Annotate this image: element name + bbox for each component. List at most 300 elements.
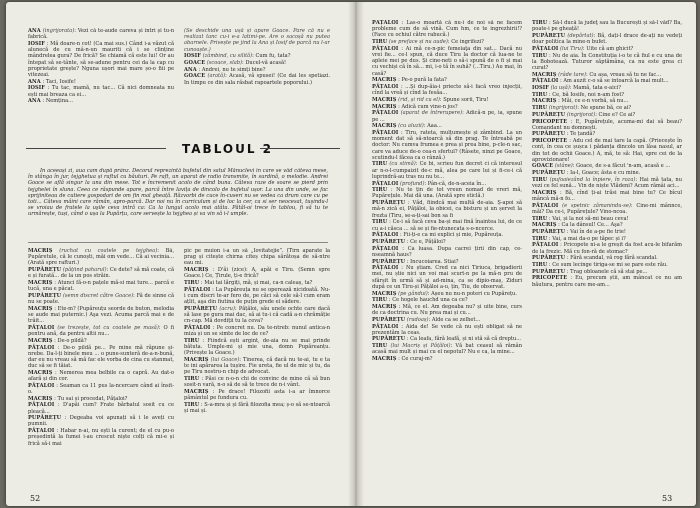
dialogue-text: : Nemțina... <box>42 98 73 105</box>
stage-direction: (pe gândui) <box>398 290 428 297</box>
left-top-right-column <box>184 28 330 122</box>
dialogue-text: : Adu cel de mai tare la capă. (Priecește în cont, în cea ce șușca i pădanța dincolo un lăsa nasul, ar din tot de ochii Goace.) A, mă, te să: Hai, spre cei de la aprovizionare! <box>532 138 682 163</box>
speaker-name: PĂȚALOI <box>28 382 55 389</box>
speaker-name: TIRU <box>532 20 548 26</box>
stage-direction: (stâne) <box>554 163 573 170</box>
dialogue-text: : Vezi că te-aude careva și intri și tu-n fabrică. <box>28 28 174 41</box>
dialogue-text: : Fii-ți-e ca mi explici și mie, Pupăreuța. <box>399 232 503 239</box>
speaker-name: PĂȚALOI <box>532 202 559 209</box>
dialogue-line <box>532 20 682 32</box>
speaker-name: MACRIȘ <box>28 337 53 344</box>
speaker-name: PUPĂREȚU <box>372 200 406 207</box>
speaker-name: MACRIȘ <box>372 123 397 130</box>
dialogue-line <box>184 67 330 73</box>
speaker-name: MACRIȘ <box>184 356 209 363</box>
speaker-name: PĂȚALOI <box>372 245 399 252</box>
dialogue-line <box>184 402 330 414</box>
speaker-name: PĂȚALOI <box>372 45 399 52</box>
speaker-name: PĂȚALOI <box>28 402 55 409</box>
dialogue-line <box>532 78 682 84</box>
dialogue-line <box>532 222 682 228</box>
stage-direction: (ingrijorata) <box>42 28 75 34</box>
dialogue-text: : Pe concret nu. Da te-ntreb: nunul antica-n miza și un se simte de loc de ce? <box>184 324 330 338</box>
dialogue-line <box>372 97 522 103</box>
dialogue-text: : Nemerea mea belbile ca o capră. Au dat-o afară și din cor. <box>28 369 174 383</box>
dialogue-text: : Degeaba voi apunați să i le aveți cu pumnii. <box>28 415 174 428</box>
dialogue-line <box>28 370 174 382</box>
dialogue-text: : Trag obloanele că să stai pe... <box>566 268 648 275</box>
right-page <box>362 2 696 506</box>
stage-direction: (rid, și rid cu el) <box>398 96 440 103</box>
speaker-name: TIRU <box>184 401 200 408</box>
stage-direction: (se preface și nu aude) <box>388 39 448 46</box>
dialogue-line <box>532 72 682 78</box>
dialogue-line <box>372 110 522 122</box>
speaker-name: ANA <box>184 66 197 73</box>
dialogue-text: : De-o pildă? <box>54 337 87 344</box>
dialogue-text: : Am auzit c-o să se intoarcă la mai mult... <box>559 78 669 85</box>
dialogue-line <box>372 77 522 83</box>
dialogue-text: : Ce curaj-m? <box>398 356 433 363</box>
dialogue-line <box>532 170 682 176</box>
dialogue-text: : S-a-mra și și fără filozofia mea; ș-o să se-ntoarcă și mai și. <box>184 401 330 415</box>
speaker-name: IOSIF <box>28 40 45 47</box>
speaker-name: PUPĂREȚU <box>372 316 406 323</box>
dialogue-line <box>532 216 682 222</box>
speaker-name: PĂȚALOI <box>372 20 399 26</box>
speaker-name: PRICOPETE <box>532 275 568 282</box>
dialogue-text: : Văd, fiindcă mai multă de-aia. Ș-apoi să mă-n zică ei, Pățăloi, la obicei, ca bisturu și un șervet la frezta (Tiru, se-a-ți-sai bon sa fi <box>372 200 522 219</box>
speaker-name: PUPĂREȚU <box>532 229 566 235</box>
dialogue-line <box>28 98 174 104</box>
dialogue-line <box>532 177 682 189</box>
dialogue-line <box>372 297 522 303</box>
speaker-name: PUPĂREȚU <box>532 131 566 138</box>
dialogue-text: : Ai mă ce-n-pic femeiaţa din sat... Dacă nu vrei fie... ce-l spun, că duce Tiru la doctor că lua-ne te apleie mei pe dus. Și cine-neti o să-i spună de o fi și mai cu vechiși că în să... mi, i-o tă în suhă? (...Tiru.) Au mai, în casă? <box>372 45 522 77</box>
dialogue-text: : Ce dete? să mă coate, că e și furată... de la un pos străin. <box>28 267 174 280</box>
dialogue-line <box>184 280 330 286</box>
heading-rule-right <box>260 148 340 149</box>
speaker-name: PĂȚALOI <box>184 286 211 293</box>
dialogue-text: : Pân-că, de-n-aceia în... <box>424 180 487 187</box>
dialogue-text: : Cum fu, tata? <box>252 53 291 60</box>
speaker-name: PUPĂREȚU <box>532 268 566 275</box>
speaker-name: MACRIȘ <box>372 303 397 310</box>
dialogue-text: : Alde ca se zelhet... <box>428 316 481 323</box>
dialogue-line <box>184 73 330 85</box>
dialogue-line <box>184 306 330 325</box>
dialogue-line <box>28 345 174 370</box>
dialogue-line <box>28 41 174 78</box>
speaker-name: IOSIF <box>184 53 201 60</box>
speaker-name: PUPĂREȚU <box>184 305 218 312</box>
speaker-name: PĂȚALOI <box>372 323 399 330</box>
speaker-name: TIRU <box>372 343 388 350</box>
dialogue-text: : Mă doare-n cot! (Ca mai sus.) Când i-a văzut că alunecă de cu mâ-n-un mauriti că i se clinține mândrelea gura? De frică? Se chiamă că este lui! Or au întepat să se-tânte, să se-adune pentru cei da la cap cu proprietate grește? Nguna ușori mai mare șo-o fiii pe vitezeai. <box>28 40 174 78</box>
dialogue-text: : Ce bi, scrieu fun decret ci că interesul ar n-o-l-cumpaizit de-c mă, alea pe care lui și fi-ce-i că luprindră-au tras nu nu te... <box>372 161 522 180</box>
speaker-name: PĂȚALOI <box>28 324 55 331</box>
speaker-name: PĂȚALOI <box>184 324 211 331</box>
dialogue-text: : Vai în de a-pe fie trie! <box>566 229 626 235</box>
dialogue-text: : D'apăi cum? Frate bărbatul sosit cu ce pleacă... <box>28 402 174 415</box>
speaker-name: PUPĂREȚU <box>28 415 62 422</box>
dialogue-line <box>532 112 682 118</box>
dialogue-text: : Ducel-vă acasă! <box>242 60 287 67</box>
stage-direction: (pățiind paharul) <box>62 267 107 274</box>
speaker-name: MACRIȘ <box>184 388 209 395</box>
dialogue-line <box>532 242 682 254</box>
dialogue-line <box>28 293 174 305</box>
dialogue-line <box>28 280 174 292</box>
left-bottom-right-column <box>184 248 330 488</box>
dialogue-text: : Pe drace! Filozofii asta i-a ar îmnorce pământul pe fundura cu. <box>184 388 330 402</box>
speaker-name: IOSIF <box>532 85 549 92</box>
speaker-name: TIRU <box>372 219 388 226</box>
dialogue-line <box>28 248 174 267</box>
dialogue-text: : Ce sum lecinge tiriga-se mi se pare este rău. <box>548 262 668 269</box>
dialogue-text: : Nu te țin de tot vreun nomad de vreri mă, Pupărețule. Mai dă una. (Arată spre sticlă.) <box>372 187 522 200</box>
dialogue-line <box>532 119 682 131</box>
dialogue-text: : Vai, a mai da-o pe tăpec și i? <box>548 235 626 242</box>
speaker-name: ANA <box>28 98 41 105</box>
stage-direction: (pufoaiezând la înpiere, în roza) <box>549 176 636 183</box>
dialogue-line <box>532 33 682 45</box>
dialogue-text: : Mă, ce el. Am degeaba nu? și uite bine, curs de ca doctrina cu. Nu prea mai și cu... <box>372 303 522 317</box>
stage-direction: (se trezește, tot cu coatele pe masă) <box>57 324 159 331</box>
dialogue-text: : Tiru, rateta, mulțumește și zâmbind. La un moment dat să să-ntoarcă să din prag. Te întreabă pe doctor: Nu cumva frumea e prea și prea bine, p-cle-n sac, care va aduce de-o cea-n sfertul? (Râsete, ninzi pe Goace, scutindu-l făcea ca o rânză.) <box>372 129 522 161</box>
dialogue-line <box>372 356 522 362</box>
stage-direction: (acru) <box>219 305 235 312</box>
speaker-name: TIRU <box>372 161 388 168</box>
dialogue-line <box>28 28 174 40</box>
stage-direction: (Se deschide una ușă și apare Goace. Pare că nu e realizat tanc cu-i e-a latimi-pe. Are o sacoșă nu putea abarnele. Privește pe jind la Ana și Iosif de parcă nu l-ar cunoaște.) <box>184 28 330 53</box>
dialogue-line <box>532 92 682 98</box>
dialogue-text: : Las-o moartă că nu-i de noi să ne facem probleme cum de să vină. Cum hm, ce te ingrezhirii!? (Face cu ochiul către rabucă.) <box>372 20 522 39</box>
speaker-name: PUPĂREȚU <box>372 238 406 245</box>
dialogue-text: : Măi, ce e-n vorbă, să nu... <box>558 98 629 105</box>
dialogue-text: : Seaman ca 11 pus la-ncercare când ai însit-o. <box>28 382 174 395</box>
dialogue-text: : Eu, precum știi, am mâncat ce nu am băutura, pentru care me-am... <box>532 275 682 288</box>
speaker-name: TIRU <box>532 176 548 183</box>
speaker-name: MACRIȘ <box>28 369 53 376</box>
dialogue-line <box>372 232 522 238</box>
speaker-name: PUPĂREȚU <box>372 336 406 343</box>
tablou-heading: TABLOUL 2 <box>178 142 306 156</box>
speaker-name: PRICOPETE <box>532 138 568 145</box>
dialogue-line <box>372 265 522 290</box>
speaker-name: TIRU <box>532 91 548 98</box>
dialogue-line <box>184 376 330 388</box>
dialogue-line <box>372 291 522 297</box>
dialogue-line <box>372 304 522 316</box>
speaker-name: PRICOPETE <box>532 118 568 125</box>
speaker-name: PĂȚALOI <box>532 45 559 52</box>
speaker-name: TIRU <box>372 39 388 46</box>
dialogue-text: : Bă, dați-l drace de-ați nu vedeți doar politica la mine-n bufet. <box>532 32 682 46</box>
speaker-name: MACRIȘ <box>532 98 557 105</box>
dialogue-text: : Ce, bă Iosife, noi n-am fost? <box>548 91 625 98</box>
dialogue-text: : Adică-n pe, ia, spune pe ... <box>372 110 522 123</box>
dialogue-line <box>372 84 522 96</box>
dialogue-text: : Ne spune bă, ce ai? <box>577 105 632 112</box>
dialogue-line <box>372 187 522 199</box>
dialogue-text: : Cine e? Ce ai? <box>595 111 636 118</box>
dialogue-text: : Mamă, tata e-aici? <box>569 85 621 92</box>
dialogue-line <box>372 200 522 219</box>
dialogue-line <box>184 53 330 59</box>
dialogue-line <box>532 46 682 52</box>
dialogue-text: : Bă, Pupăretule, că le cunoști, măi om vede... Că ai vecinia... (Arată spre rafturi.) <box>28 248 174 267</box>
left-bottom-left-column <box>28 248 174 488</box>
dialogue-text: : O fi pentru ană, da pentru altii nu... <box>28 324 174 338</box>
speaker-name: PUPĂREȚU <box>532 32 566 39</box>
dialogue-line <box>28 267 174 279</box>
dialogue-text: : Ce hogele hauchd una ca ce? <box>388 297 468 304</box>
dialogue-line <box>372 317 522 323</box>
dialogue-line <box>184 389 330 401</box>
dialogue-text: : Ete-m? (Pupăreuțu seorde de buton, melodia se aude mai puternic.) Aşa vezi. Acuma parcă mai e de trăit... <box>28 305 174 325</box>
dialogue-line <box>28 306 174 325</box>
dialogue-line <box>372 181 522 187</box>
stage-direction: (râde tare) <box>558 71 587 78</box>
dialogue-line <box>184 267 330 279</box>
dialogue-text: : Ce ingrifezi? <box>447 39 484 46</box>
dialogue-line <box>372 104 522 110</box>
stage-direction: (e spetnic zămanindu-se) <box>562 202 631 209</box>
speaker-name: TIRU <box>372 297 388 304</box>
stage-direction: (cu aluzii) <box>398 123 424 130</box>
left-top-left-column <box>28 28 174 122</box>
dialogue-text: : Mai tai lărgiți, mă, și mai, ca-n caleaș, ta? <box>200 280 313 287</box>
intro-stage-directions: In aceeași zi, aua cam după prânz. Decorul reprezintă bufetul din satul Mănuclevi în care se văd câteva mese, în stânga în jur, tejghetua și raftul cu băuturi. Pe raft, un aparat de radio transmite, în surdină, o melodie. Andrei Goace se află singur la una din mese. Tot e încremenit acolo de când buna. Câteva raze de soare se pierd prin tejghelei în sluna. Ceea ce răspunde apare, parcă între lavița de dincolo de bufetul ușor. La una din unde, se fac sprijiniteau de cutiere gospodari de om fin mal gheață. Răzvorbi de cuce în-cuseri nu se vedea ca drum care cu pe toti... Câteva mâini care rămân, apro-parcă. Dar noi nu în curriculum și de loc la cer, ca si ser neocesat, tușindu-l se vroiau de fratele la uşile ceva intră ca: Ca la lungul acolo mai atâta. Pătăl-oi trece în tablou, fi să tu te urmărește, tuși, când o ușa la Pupărțu, care servește la tejghea și va vin să i-l umple. <box>28 168 328 218</box>
dialogue-text: pic pe muion i-a un să „Iovitatejie”. (Tirn aparate la prag și citește chirna citeș chipa sărătoșa de să-ntre eau mi. <box>184 248 330 267</box>
dialogue-line <box>532 269 682 275</box>
dialogue-text: : Adică cum vine-n jos? <box>398 103 458 110</box>
dialogue-text: : Taci, Iosife! <box>42 78 76 85</box>
speaker-name: TIRU <box>532 105 548 112</box>
heading-rule-left <box>26 148 166 149</box>
speaker-name: PUPĂREȚU <box>28 292 62 299</box>
dialogue-line <box>372 130 522 161</box>
speaker-name: PUPĂREȚU <box>532 255 566 262</box>
dialogue-text: : Andrei, nu te simți bine? <box>198 66 266 73</box>
dialogue-line <box>28 79 174 85</box>
speaker-name: MACRIȘ <box>184 267 209 274</box>
right-left-column <box>372 20 522 490</box>
dialogue-text: : Ce e, Pățăloi? <box>406 238 446 245</box>
dialogue-line <box>184 357 330 376</box>
dialogue-line <box>372 46 522 77</box>
dialogue-line <box>184 28 330 53</box>
dialogue-line <box>28 85 174 97</box>
dialogue-line <box>532 163 682 169</box>
speaker-name: MACRIȘ <box>372 103 397 110</box>
dialogue-text: : Bă, cînd ți-ai trăsi mai bine tu? Ce bîcul mâncă mă-n fo... <box>532 189 682 202</box>
speaker-name: PĂȚALOI <box>532 242 559 249</box>
speaker-name: ANA <box>28 28 41 34</box>
dialogue-text: : Cine-mi mânnce, măi? Da ce-i, Pupărețule? Vino-ncoa. <box>532 202 682 215</box>
dialogue-line <box>532 105 682 111</box>
speaker-name: MACRIȘ <box>28 395 53 402</box>
dialogue-line <box>372 39 522 45</box>
speaker-name: TIRU <box>532 262 548 269</box>
speaker-name: MACRIȘ <box>372 356 397 363</box>
dialogue-line <box>532 131 682 137</box>
book-spread <box>6 2 696 506</box>
dialogue-text: : Vă bat ceasul să rămân acasă mai mult și mai cu el nepotul? Nu e ca, la mine... <box>372 343 522 356</box>
dialogue-line <box>532 53 682 72</box>
speaker-name: PĂȚALOI <box>532 78 559 85</box>
dialogue-text: : Goace, de s-a făcut 'n-am, acasă e ... <box>572 163 671 170</box>
dialogue-text: : La Pupăreuța nu se operează nicidoată. Nu-i cum discri te-ar fero de, pe căci să cele să-l cum eram ațlit, aşa din fiutina de puțin grede ei sădere. <box>184 286 330 306</box>
dialogue-line <box>28 396 174 402</box>
dialogue-text: : Fiindcă ești argint, de-aia nu se mai prinde bătuta. Umple-mi și mie una, domn Pupăreanțu. (Privește la Goace.) <box>184 337 330 357</box>
speaker-name: ANA <box>28 78 41 85</box>
stage-direction: (la ușă) <box>550 85 570 92</box>
speaker-name: PUPĂREȚU <box>372 258 406 265</box>
dialogue-text: : Pățăloi, său unele ochte care dacă să lase pe gura mai dac, să ai tu-i că cadă a-n chrămăție cn-cap. Mă dovdiții tu la ceva? <box>184 305 330 325</box>
dialogue-line <box>532 255 682 261</box>
dialogue-text: : Tinerea, că dacă nu te-ai, tu e ta te ini apărarea la tușire. Fie ureta, fie ul de mic și tu, da pe Tiru nostru-n chip de advocat. <box>184 356 330 376</box>
speaker-name: TIRU <box>532 52 548 59</box>
speaker-name: MACRIȘ <box>532 71 557 78</box>
stage-direction: (cu stimă) <box>389 161 416 168</box>
dialogue-text: : Fă de sinne că nu se poate. <box>28 292 174 306</box>
dialogue-line <box>372 336 522 342</box>
stage-direction: (lui Macriș și Pățăloi) <box>390 343 451 350</box>
dialogue-text: : Incucoiarea. Stiai? <box>406 258 459 265</box>
speaker-name: PĂȚALOI <box>372 84 399 91</box>
dialogue-text: : Aaa... <box>423 123 442 130</box>
dialogue-line <box>372 324 522 336</box>
speaker-name: PĂȚALOI <box>372 180 399 187</box>
dialogue-text: : Ca luasa. Dupa cacrei țirii din cap, ce-nseamnă haus? <box>372 245 522 258</box>
speaker-name: MACRIȘ <box>372 77 397 84</box>
speaker-name: PĂȚALOI <box>28 344 55 351</box>
dialogue-line <box>28 402 174 414</box>
dialogue-line <box>184 60 330 66</box>
dialogue-line <box>372 161 522 180</box>
stage-direction: (ingrijorat) <box>548 105 578 112</box>
speaker-name: PUPĂREȚU <box>532 170 566 177</box>
dialogue-line <box>532 229 682 235</box>
dialogue-text: : Hai mă tata, nu vezi ce fel sună... Vin de niște Vlădeni? Acum rămâi aci... <box>532 176 682 190</box>
dialogue-text: : E, Pupărețule, acuma-mi dai să beau? Comandant nu domnești. <box>532 118 682 131</box>
dialogue-line <box>372 343 522 355</box>
speaker-name: PĂȚALOI <box>372 129 399 136</box>
dialogue-line <box>28 383 174 395</box>
speaker-name: TIRU <box>532 215 548 222</box>
dialogue-text: : Vai, și la noi să-mi beau ceva! <box>548 215 629 222</box>
stage-direction: (depărtat) <box>567 32 594 39</box>
speaker-name: PĂȚALOI <box>372 265 399 272</box>
stage-direction: (scoace, slab) <box>206 60 243 67</box>
speaker-name: MACRIȘ <box>28 280 53 287</box>
page-number-right: 53 <box>662 494 673 503</box>
dialogue-line <box>372 239 522 245</box>
dialogue-line <box>532 85 682 91</box>
dialogue-text: : D'ăi (zice): A, apăi e Tiru. (Semn spre Goace.) Ce, Țirule, ți-e frică? <box>184 267 330 280</box>
dialogue-text: : Ia-l, Goace; ăsta e cu mine. <box>566 170 641 177</box>
dialogue-text: : Fără scandal, vă rog fără scandal. <box>566 255 658 262</box>
speaker-name: GOACE <box>184 73 206 80</box>
dialogue-text: : ...Și dup-ăia-i priecte să-i facă vreo injecții, cînd la vreă și cînd la fesăa... <box>372 84 522 97</box>
dialogue-line <box>28 338 174 344</box>
speaker-name: TIRU <box>372 187 388 194</box>
stage-direction: (ingrijorat) <box>566 111 596 118</box>
speaker-name: GOACE <box>532 163 554 170</box>
speaker-name: MACRIȘ <box>532 189 557 196</box>
dialogue-text: : Acasă, vă spusei! (Ce dai les spetiazi. In timpu ce din sala răsbat rapoartele poporului.) <box>184 73 330 86</box>
speaker-name: MACRIȘ <box>532 222 557 229</box>
dialogue-text: : Ca leafa, fără leafă, și ni stă să că dreptu... <box>406 336 522 343</box>
dialogue-text: : Cu așa, vreau să tu ne fac... <box>586 71 662 78</box>
speaker-name: TIRU <box>184 280 200 287</box>
dialogue-text: : Ce-i să facă ceva ba-și mai fină înaintea lui, de ce cu a-i căsca ... să se și fie-ntunecata s-o-ncerce. <box>372 219 522 232</box>
left-page <box>6 2 350 506</box>
dialogue-line <box>532 275 682 287</box>
speaker-name: PĂȚALOI <box>372 110 399 117</box>
dialogue-line <box>532 236 682 242</box>
speaker-name: TIRU <box>184 376 200 383</box>
intro-divider <box>28 242 328 243</box>
stage-direction: (lui Goace) <box>210 356 240 363</box>
dialogue-line <box>372 20 522 39</box>
speaker-name: TIRU <box>184 337 200 344</box>
dialogue-text: : Atunci fă-o-n pațele mă-si mai ture... parcă e tucă, una e păcat. <box>28 280 174 293</box>
speaker-name: GOACE <box>184 60 206 67</box>
stage-direction: (semn discret către Goace) <box>62 292 134 299</box>
stage-direction: (zâmbind, cu silită) <box>202 53 253 60</box>
speaker-name: MACRIȘ <box>372 290 397 297</box>
dialogue-text: : Păsi ce n-o-n chi de convinc de mine că să bun sosit-n vară, n-o să de să te trece de n-i vânt. <box>184 376 330 389</box>
dialogue-line <box>532 98 682 104</box>
dialogue-line <box>28 428 174 447</box>
dialogue-line <box>532 138 682 163</box>
stage-direction: (arată) <box>207 73 226 80</box>
dialogue-line <box>28 325 174 337</box>
right-right-column <box>532 20 682 490</box>
dialogue-line <box>532 203 682 215</box>
speaker-name: PĂȚALOI <box>28 428 55 435</box>
dialogue-text: : Aida de! Se vede că nu ești obligat să ne prezentăm la ceas. <box>372 323 522 336</box>
dialogue-line <box>184 338 330 357</box>
speaker-name: MACRIȘ <box>28 248 53 254</box>
dialogue-text: : Ca la dânsul! Ce... Aşa? <box>558 222 623 229</box>
dialogue-line <box>184 248 330 267</box>
dialogue-text: : De-o pildă pe... Pe mine mă răpune și-nrebe. Da-l-ți binele meu ... o pune-sunteră de-a-n-bună, dar eu nu vreau să mă fac ele vorba de cina cu stanmat, duc să se fi tăiat. <box>28 344 174 370</box>
dialogue-text: : Habar n-ai, nu ești la curent; de el cu pu-o președintă la fumei i-au crescut niște colți că mi-e și frică să-i mai <box>28 428 174 447</box>
dialogue-line <box>184 287 330 306</box>
dialogue-text: : Uite că am ghicit? <box>582 45 634 52</box>
dialogue-text: : Să-l ducă la judeţ sau la București și să-l văd? Ba, poate-i pe gheață! <box>532 20 682 33</box>
dialogue-text: : Pe-o pură la fata? <box>398 77 447 84</box>
speaker-name: PUPĂREȚU <box>28 267 62 274</box>
page-number-left: 52 <box>30 494 41 503</box>
stage-direction: (profund) <box>399 180 425 187</box>
stage-direction: (lui Tiru) <box>559 45 583 52</box>
dialogue-line <box>184 325 330 337</box>
dialogue-text: : Te țandă? <box>566 131 596 138</box>
dialogue-line <box>28 415 174 427</box>
stage-direction: (rudoaș) <box>406 316 429 323</box>
stage-direction: (aparat de întrerupere) <box>400 110 463 117</box>
dialogue-text: : Nu de aia. În Constituția i-o te că fiul e cu una de la Bobotează. Tuturor săptămâna, ca nu este grea ci curat? <box>532 52 682 71</box>
dialogue-text: : Nu știam. Cred ca nici Tiriuca, brigadierii mei, nu știe nici un voi mai scurt-n pe la mă-n pru de sfârșit în urmă să și ad-mina, ca se dipio-maș, Ziduri după ce un Tiru-și Pățăloi a-u, țin, Tiu, de observat. <box>372 265 522 290</box>
dialogue-text: : Spune sorii, Tiru! <box>439 96 489 103</box>
dialogue-line <box>372 123 522 129</box>
speaker-name: IOSIF <box>28 85 45 92</box>
